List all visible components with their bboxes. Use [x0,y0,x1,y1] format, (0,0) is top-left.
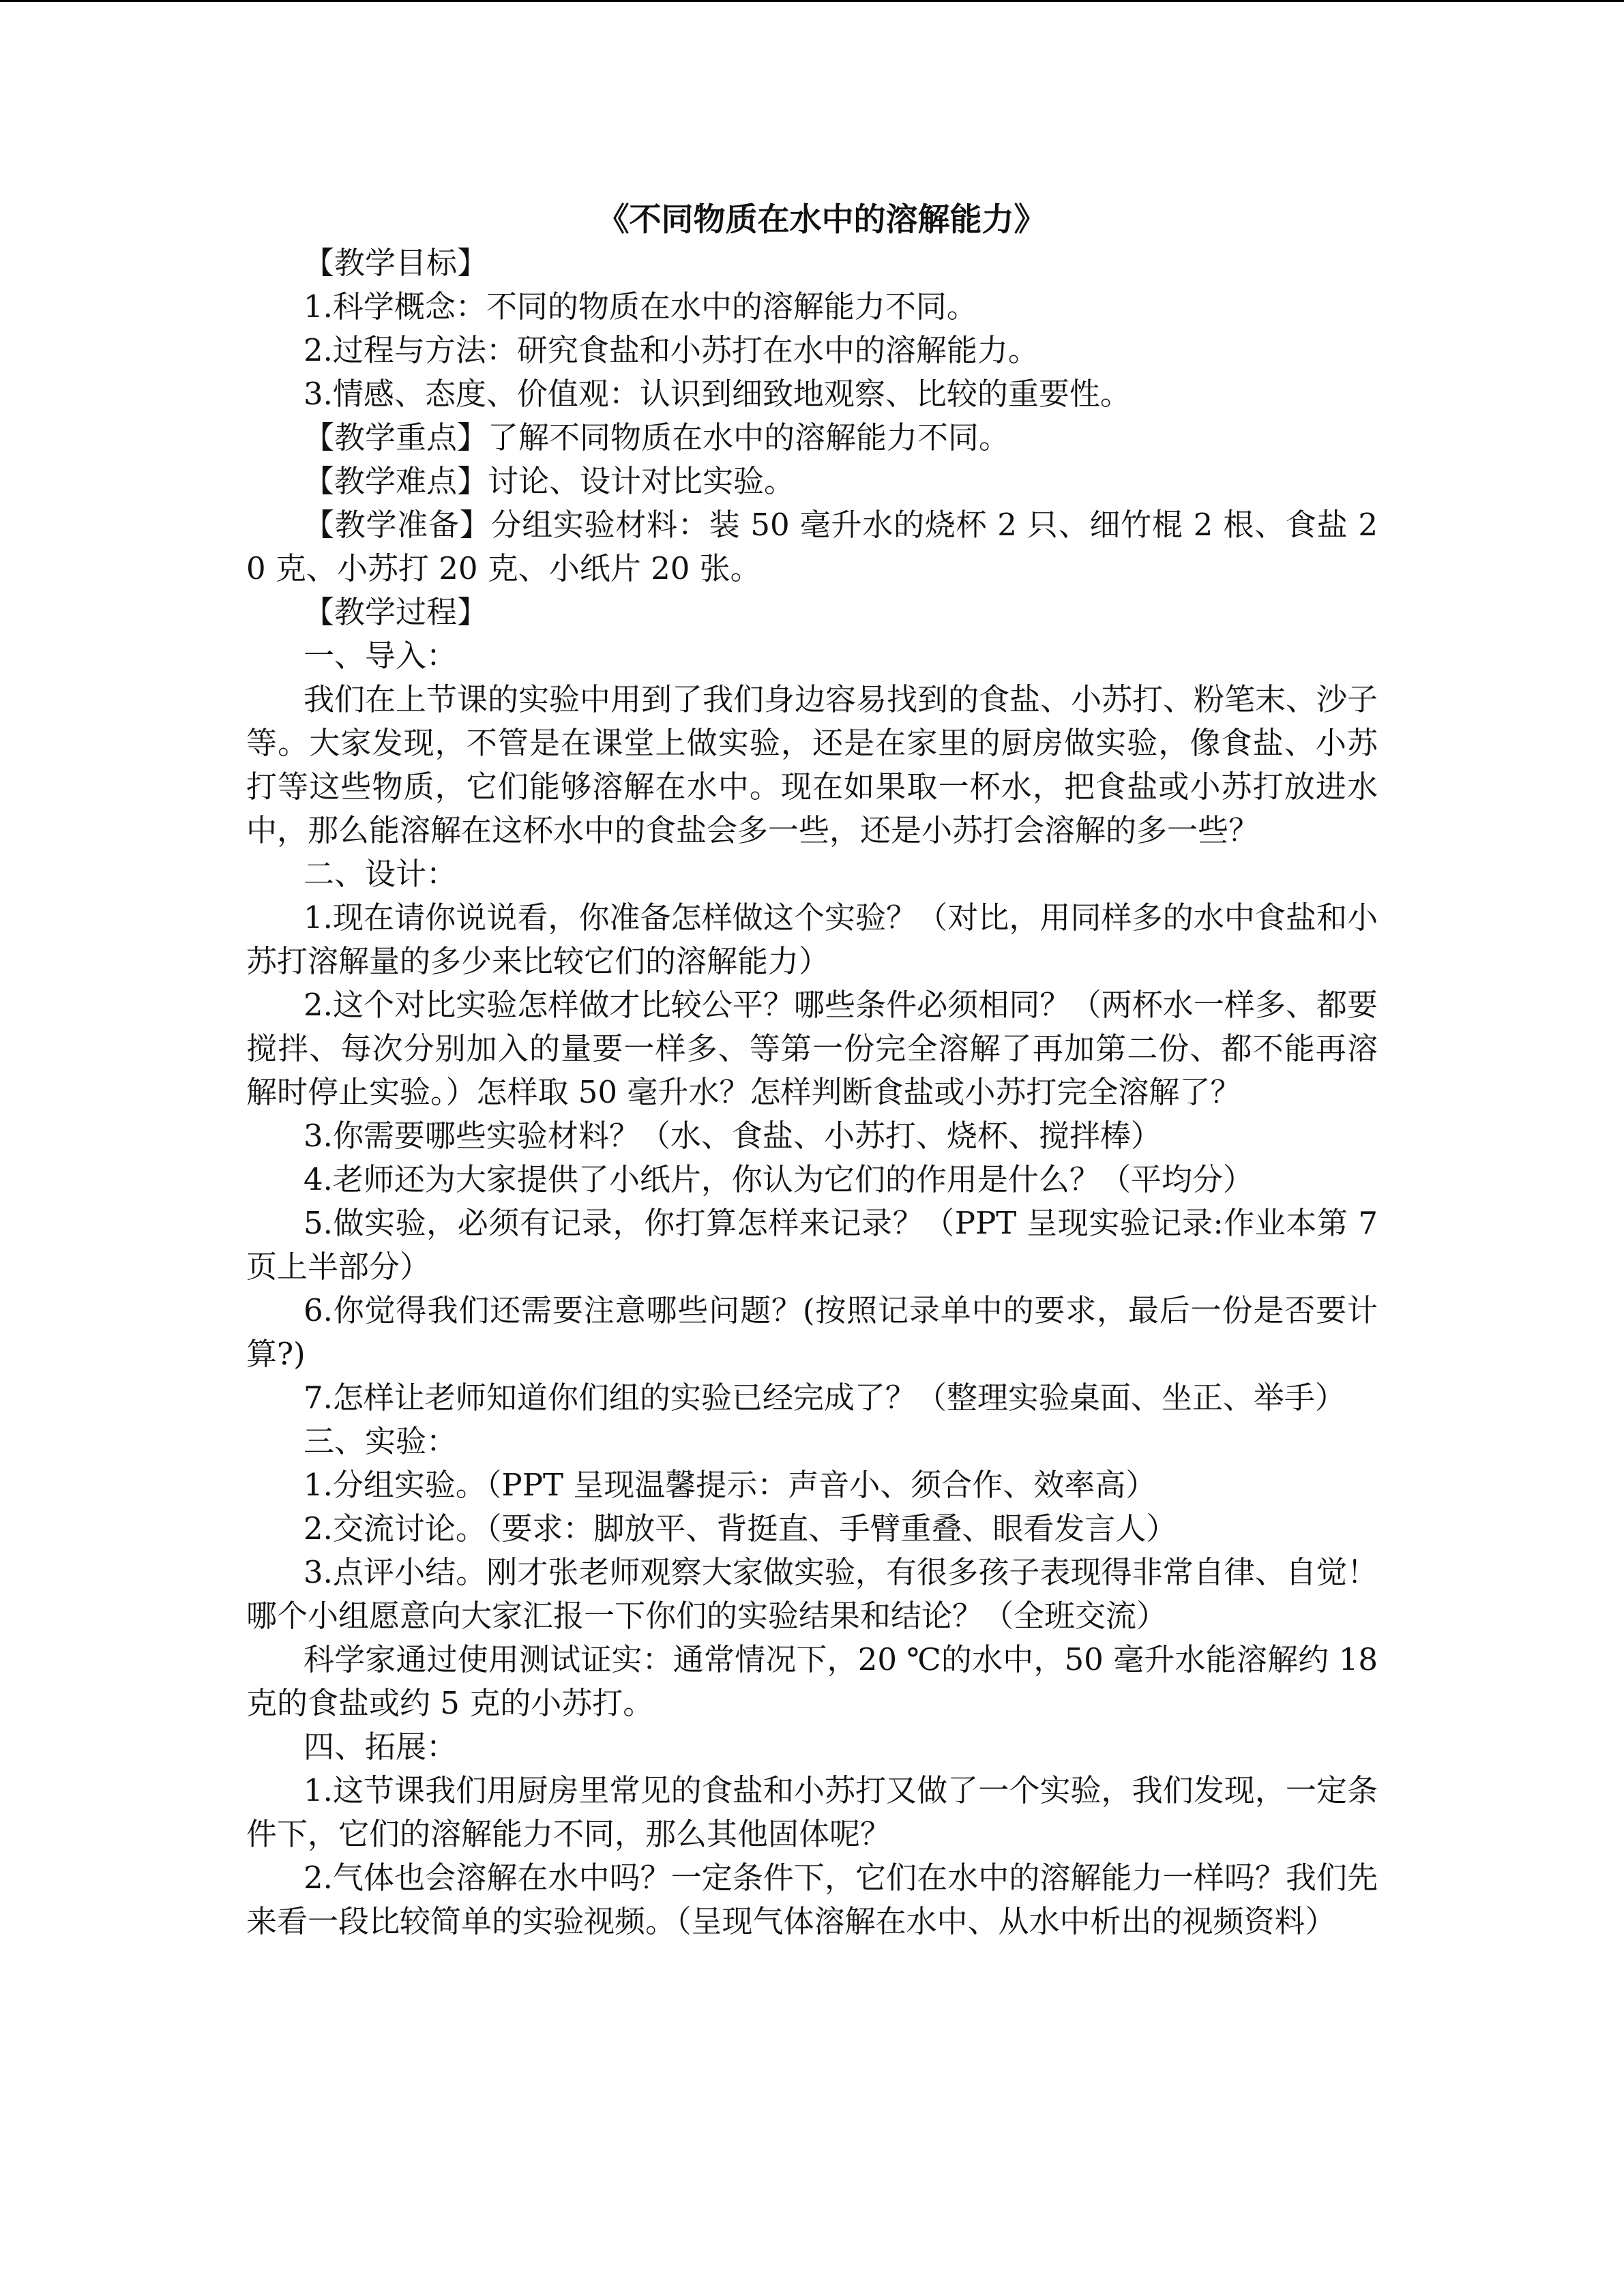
goal-attitude-values: 3.情感、态度、价值观：认识到细致地观察、比较的重要性。 [304,376,1131,412]
teaching-difficulty: 【教学难点】讨论、设计对比实验。 [304,463,795,499]
design-item-7: 7.怎样让老师知道你们组的实验已经完成了？（整理实验桌面、坐正、举手） [304,1380,1346,1416]
heading-teaching-process: 【教学过程】 [304,594,488,630]
section-experiment: 三、实验： [304,1423,458,1459]
teaching-key-point: 【教学重点】了解不同物质在水中的溶解能力不同。 [304,419,1010,456]
top-border-line [0,0,1624,2]
goal-process-method: 2.过程与方法：研究食盐和小苏打在水中的溶解能力。 [304,332,1039,368]
introduction-text: 我们在上节课的实验中用到了我们身边容易找到的食盐、小苏打、粉笔末、沙子等。大家发现，不管是在课堂上做实验，还是在家里的厨房做实验，像食盐、小苏打等这些物质，它们能够溶解在水中。现在如果取一杯水，把食盐或小苏打放进水中，那么能溶解在这杯水中的食盐会多一些，还是小苏打会溶解的多一些？ [246,681,1378,848]
document-title: 《不同物质在水中的溶解能力》 [597,201,1046,239]
experiment-item-3: 3.点评小结。刚才张老师观察大家做实验，有很多孩子表现得非常自律、自觉！哪个小组愿意向大家汇报一下你们的实验结果和结论？（全班交流） [246,1554,1378,1634]
design-item-4: 4.老师还为大家提供了小纸片，你认为它们的作用是什么？（平均分） [304,1161,1254,1197]
teaching-preparation: 【教学准备】分组实验材料：装 50 毫升水的烧杯 2 只、细竹棍 2 根、食盐 20 克、小苏打 20 克、小纸片 20 张。 [246,507,1378,586]
document-body [246,199,1378,1943]
extension-item-2: 2.气体也会溶解在水中吗？一定条件下，它们在水中的溶解能力一样吗？我们先来看一段比较简单的实验视频。（呈现气体溶解在水中、从水中析出的视频资料） [246,1860,1378,1939]
design-item-1: 1.现在请你说说看，你准备怎样做这个实验？（对比，用同样多的水中食盐和小苏打溶解量的多少来比较它们的溶解能力） [246,899,1378,979]
section-design: 二、设计： [304,856,458,892]
experiment-item-2: 2.交流讨论。（要求：脚放平、背挺直、手臂重叠、眼看发言人） [304,1510,1177,1547]
design-item-6: 6.你觉得我们还需要注意哪些问题？(按照记录单中的要求，最后一份是否要计算?) [246,1292,1378,1372]
design-item-5: 5.做实验，必须有记录，你打算怎样来记录？（PPT 呈现实验记录:作业本第 7 页上半部分） [246,1205,1378,1285]
design-item-3: 3.你需要哪些实验材料？（水、食盐、小苏打、烧杯、搅拌棒） [304,1118,1162,1154]
extension-item-1: 1.这节课我们用厨房里常见的食盐和小苏打又做了一个实验，我们发现，一定条件下，它们的溶解能力不同，那么其他固体呢？ [246,1772,1378,1852]
heading-teaching-goals: 【教学目标】 [304,245,488,281]
goal-science-concept: 1.科学概念：不同的物质在水中的溶解能力不同。 [304,288,977,325]
scientist-finding: 科学家通过使用测试证实：通常情况下，20 ℃的水中，50 毫升水能溶解约 18 克的食盐或约 5 克的小苏打。 [246,1641,1378,1721]
experiment-item-1: 1.分组实验。（PPT 呈现温馨提示：声音小、须合作、效率高） [304,1467,1157,1503]
section-introduction: 一、导入： [304,638,458,674]
section-extension: 四、拓展： [304,1729,458,1765]
design-item-2: 2.这个对比实验怎样做才比较公平？哪些条件必须相同？（两杯水一样多、都要搅拌、每次分别加入的量要一样多、等第一份完全溶解了再加第二份、都不能再溶解时停止实验。）怎样取 50 毫升水？怎样判断食盐或小苏打完全溶解了？ [246,987,1378,1110]
